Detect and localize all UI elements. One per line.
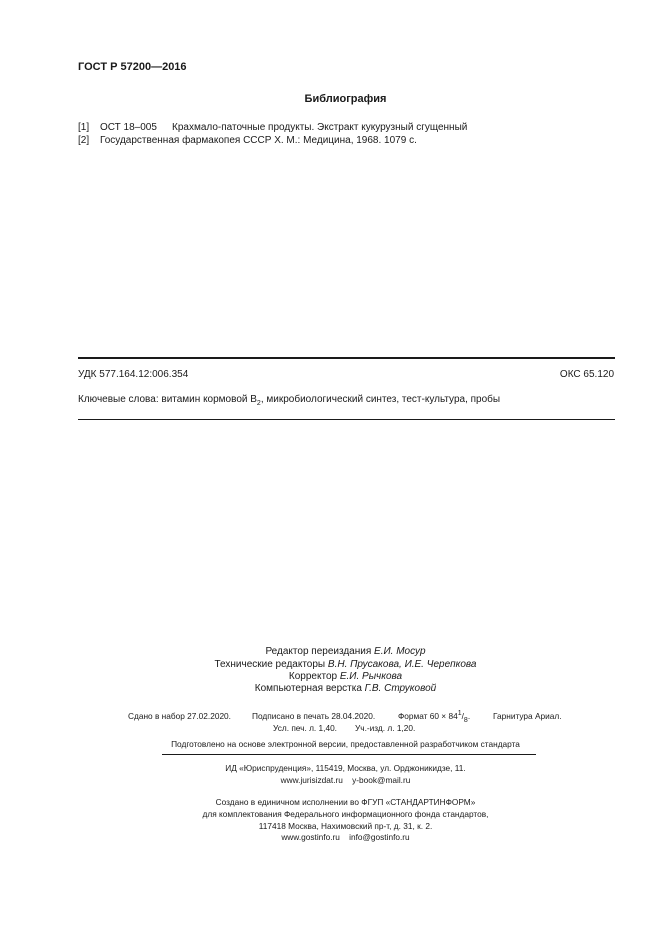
keywords-suffix: , микробиологический синтез, тест-культура, пробы xyxy=(260,394,501,405)
publisher-email-link[interactable]: y-book@mail.ru xyxy=(352,775,411,785)
document-id: ГОСТ Р 57200—2016 xyxy=(78,61,187,73)
oks-code: ОКС 65.120 xyxy=(559,369,614,380)
print-format-sup: 1 xyxy=(457,710,462,717)
print-format-sub: 8 xyxy=(463,717,468,724)
credit-editor-name: Е.И. Мосур xyxy=(374,646,426,657)
print-format-text: Формат 60 × 84 xyxy=(398,711,458,721)
credit-corrector xyxy=(15,671,661,682)
credit-editor xyxy=(15,646,661,657)
credit-editor-label: Редактор переиздания xyxy=(265,646,372,657)
print-edition-sheets: Уч.-изд. л. 1,20. xyxy=(355,723,416,733)
bibliography-item-number: [2] xyxy=(78,135,90,146)
bibliography-item-number: [1] xyxy=(78,122,90,133)
publisher-address: ИД «Юриспруденция», 115419, Москва, ул. Орджоникидзе, 11. xyxy=(225,763,466,773)
credit-layout xyxy=(15,683,661,694)
gostinfo-website-link[interactable]: www.gostinfo.ru xyxy=(281,832,340,842)
bibliography-item-text: Крахмало-паточные продукты. Экстракт кукурузный сгущенный xyxy=(172,122,468,133)
print-typeface: Гарнитура Ариал. xyxy=(493,711,562,721)
credit-corrector-label: Корректор xyxy=(288,671,338,682)
udk-code: УДК 577.164.12:006.354 xyxy=(78,369,189,380)
bibliography-item-text: Государственная фармакопея СССР X. М.: Медицина, 1968. 1079 с. xyxy=(100,135,417,146)
bibliography-item-code: ОСТ 18–005 xyxy=(100,122,157,133)
credit-tech-editors xyxy=(15,659,661,670)
gostinfo-email-link[interactable]: info@gostinfo.ru xyxy=(349,832,410,842)
top-divider xyxy=(78,357,615,359)
credit-corrector-name: Е.И. Рычкова xyxy=(339,671,403,682)
print-signed: Подписано в печать 28.04.2020. xyxy=(252,711,376,721)
credit-layout-label: Компьютерная верстка xyxy=(254,683,362,694)
prepared-note: Подготовлено на основе электронной версии, предоставленной разработчиком стандарта xyxy=(171,739,520,749)
keywords xyxy=(78,394,500,405)
credit-tech-label: Технические редакторы xyxy=(214,659,326,670)
print-sheets: Усл. печ. л. 1,40. xyxy=(273,723,337,733)
print-format: Формат $60 \times 84^1/_8$. xyxy=(398,710,471,724)
bottom-divider xyxy=(78,419,615,420)
creator-contacts xyxy=(15,832,661,842)
creator-line: Создано в единичном исполнении во ФГУП «СТАНДАРТИНФОРМ» xyxy=(215,797,476,807)
creator-address: 117418 Москва, Нахимовский пр-т, д. 31, к. 2. xyxy=(258,821,433,831)
bibliography-title: Библиография xyxy=(304,93,387,105)
print-submitted: Сдано в набор 27.02.2020. xyxy=(128,711,231,721)
keywords-subscript: 2 xyxy=(256,400,261,407)
credit-tech-names: В.Н. Прусакова, И.Е. Черепкова xyxy=(327,659,477,670)
keywords-prefix: Ключевые слова: витамин кормовой B xyxy=(78,394,257,405)
publisher-divider xyxy=(162,754,536,755)
publisher-website-link[interactable]: www.jurisizdat.ru xyxy=(280,775,343,785)
publisher-contacts xyxy=(15,775,661,785)
creator-purpose: для комплектования Федерального информационного фонда стандартов, xyxy=(202,809,489,819)
credit-layout-name: Г.В. Струковой xyxy=(364,683,437,694)
